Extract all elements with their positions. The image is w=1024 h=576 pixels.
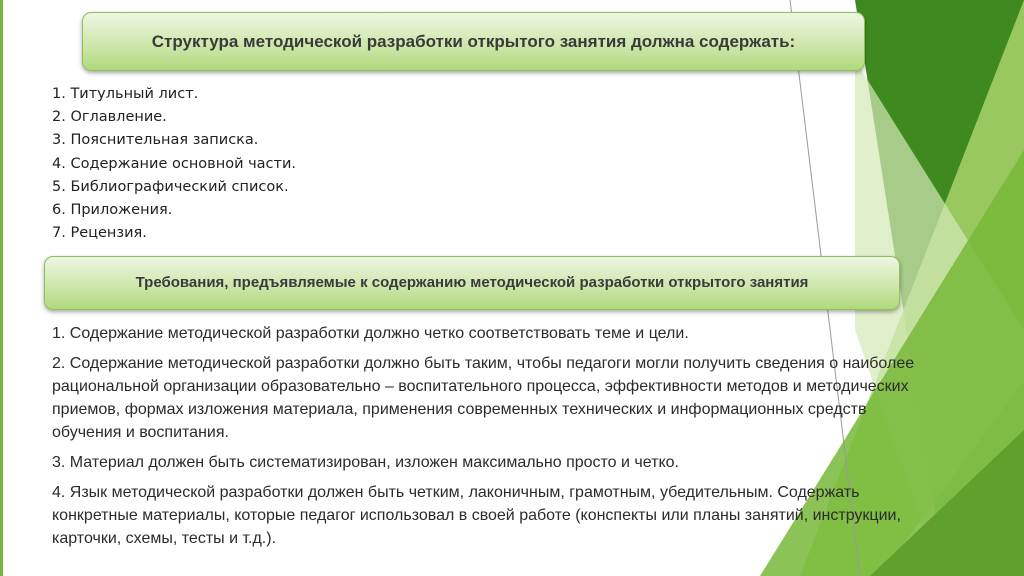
list-item: 2. Оглавление.: [52, 109, 167, 126]
structure-list: [52, 83, 296, 245]
list-item: 5. Библиографический список.: [52, 178, 289, 195]
list-item: 7. Рецензия.: [52, 225, 147, 242]
list-item: 3. Пояснительная записка.: [52, 132, 259, 149]
requirements-banner: [44, 256, 900, 310]
requirements-title: Требования, предъявляемые к содержанию методической разработки открытого занятия: [135, 274, 809, 291]
requirement-paragraph: 1. Содержание методической разработки должно четко соответствовать теме и цели.: [52, 325, 689, 342]
left-edge-strip: [0, 0, 3, 576]
requirements-list: [52, 322, 932, 557]
requirement-paragraph: 3. Материал должен быть систематизирован, изложен максимально просто и четко.: [52, 454, 679, 471]
list-item: 4. Содержание основной части.: [52, 155, 297, 172]
page-title: Структура методической разработки открытого занятия должна содержать:: [151, 31, 796, 51]
list-item: 6. Приложения.: [52, 202, 173, 219]
requirement-paragraph: 2. Содержание методической разработки должно быть таким, чтобы педагоги могли получить сведения о наиболее рациональной организации образовательно – воспитательного процесса, эффективности методов и методических приемов, формах изложения материала, применения современных технических и информационных средств обучения и воспитания.: [52, 355, 915, 441]
list-item: 1. Титульный лист.: [52, 86, 199, 102]
title-banner: [82, 12, 865, 71]
requirement-paragraph: 4. Язык методической разработки должен быть четким, лаконичным, грамотным, убедительным. Содержать конкретные материалы, которые педагог использовал в своей работе (конспекты или планы занятий, инструкции, карточки, схемы, тесты и т.д.).: [52, 484, 901, 547]
